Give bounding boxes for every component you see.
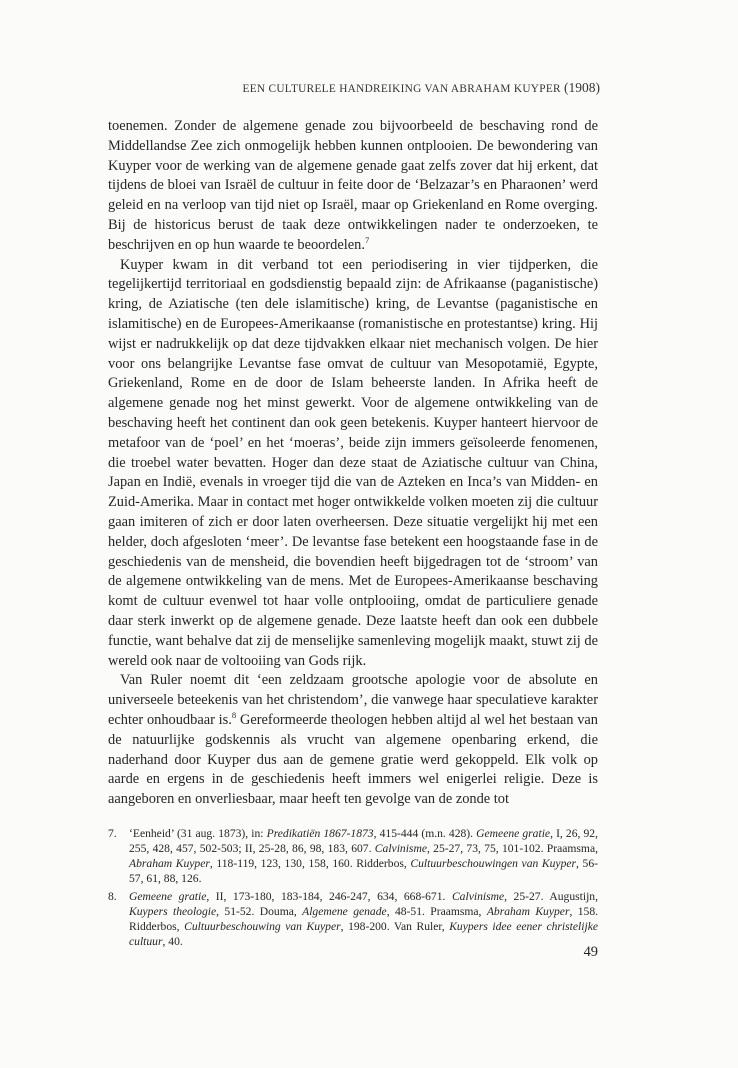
fn8-text-2: , 25-27. Augustijn, [504,890,599,903]
footnotes [108,826,598,952]
fn7-text-3: , I, 26, 92, 255, 428, 457, 502-503; II, 25-28, 86, 98, 183, 607. [129,827,599,855]
footnote-number: 7. [108,827,117,840]
fn8-title-1: Gemeene gratie [129,890,207,903]
fn8-text-1: , II, 173-180, 183-184, 246-247, 634, 668-671. [206,890,452,903]
running-header-year: (1908) [564,80,600,95]
footnote-text [129,889,598,949]
fn8-text-4: , 48-51. Praamsma, [386,905,487,918]
footnote-8 [108,889,598,949]
fn7-title-3: Calvinisme [374,842,427,855]
fn7-text-5: , 118-119, 123, 130, 158, 160. Ridderbos, [209,857,411,870]
fn8-title-4: Algemene genade [302,905,387,918]
fn7-title-5: Cultuurbeschouwingen van Kuyper [410,857,577,870]
paragraph-3-text-b: Gereformeerde theologen hebben altijd al wel het bestaan van de natuurlijke godskennis als vrucht van algemene openbaring erkend, die naderhand door Kuyper dus aan de gemene gratie werd gekoppeld. Elk volk op aarde en ergens in de geschiedenis heeft immers wel enigerlei religie. Deze is aangeboren en onverliesbaar, maar heeft ten gevolge van de zonde tot [108,711,598,808]
fn7-text-2: , 415-444 (m.n. 428). [373,827,477,840]
paragraph-3-text-a: Van Ruler noemt dit ‘een zeldzaam grootsche apologie voor de absolute en universeele beteekenis van het christendom’, die vanwege haar speculatieve karakter echter onhoudbaar is. [108,672,598,728]
fn8-text-5: , 158. Ridderbos, [129,905,599,933]
fn8-text-7: , 40. [162,935,183,948]
fn7-text-1: ‘Eenheid’ (31 aug. 1873), in: [129,827,267,840]
fn7-title-2: Gemeene gratie [476,827,551,840]
fn8-text-3: , 51-52. Douma, [216,905,303,918]
running-header [108,80,600,96]
fn8-title-3: Kuypers theologie [129,905,217,918]
fn8-title-2: Calvinisme [451,890,505,903]
footnote-ref-8: 8 [231,710,237,721]
paragraph-2: Kuyper kwam in dit verband tot een periodisering in vier tijdperken, die tegelijkertijd territoriaal en godsdienstig bepaald zijn: de Afrikaanse (paganistische) kring, de Aziatische (ten dele islamitische) kring, de Levantse (paganistische en islamitische) en de Europees-Amerikaanse (romanistische en protestantse) kring. Hij wijst er nadrukkelijk op dat deze tijdvakken elkaar niet mechanisch volgen. De hier voor ons belangrijke Levantse fase omvat de cultuur van Mesopotamië, Egypte, Griekenland, Rome en de door de Islam beheerste landen. In Afrika heeft de algemene genade nog het minst gewerkt. Voor de algemene ontwikkeling van de beschaving heeft het continent dan ook geen betekenis. Kuyper hanteert hiervoor de metafoor van de ‘poel’ en het ‘moeras’, beide zijn immers geïsoleerde fenomenen, die troebel water bevatten. Hoger dan deze staat de Aziatische cultuur van China, Japan en Indië, evenals in vroeger tijd die van de Azteken en Inca’s van Midden- en Zuid-Amerika. Maar in contact met hoger ontwikkelde volken moeten zij die cultuur gaan imiteren of zich er door laten overheersen. Deze situatie vergelijkt hij met een helder, doch afgesloten ‘meer’. De levantse fase betekent een hoogstaande fase in de geschiedenis van de mensheid, die bovendien heeft bijgedragen tot de ‘stroom’ van de algemene ontwikkeling van de mens. Met de Europees-Amerikaanse beschaving komt de cultuur evenwel tot haar volle ontplooiing, omdat de particuliere genade daar sterk inwerkt op de algemene genade. Deze laatste heeft dan ook een dubbele functie, want behalve dat zij de menselijke samenleving mogelijk maakt, stuwt zij de wereld ook naar de voltooiing van Gods rijk. [108,256,598,669]
footnote-7 [108,826,598,886]
paragraph-1-text: toenemen. Zonder de algemene genade zou bijvoorbeeld de beschaving rond de Middellandse Zee zich onmogelijk hebben kunnen ontplooien. De bewondering van Kuyper voor de werking van de algemene genade gaat zelfs zover dat hij erkent, dat tijdens de bloei van Israël de cultuur in feite door de ‘Belzazar’s en Pharaonen’ werd geleid en na verloop van tijd niet op Israël, maar op Griekenland en Rome overging. Bij de historicus berust de taak deze ontwikkelingen nader te onderzoeken, te beschrijven en op hun waarde te beoordelen. [108,118,598,253]
fn8-title-7: Kuypers idee eener christelijke cultuur [129,920,598,948]
footnote-number: 8. [108,890,117,903]
footnote-text [129,826,598,886]
body-text [108,117,598,810]
fn7-title-4: Abraham Kuyper [129,857,210,870]
fn8-text-6: , 198-200. Van Ruler, [340,920,450,933]
fn7-text-6: , 56-57, 61, 88, 126. [129,857,598,885]
fn8-title-6: Cultuurbeschouwing van Kuyper [184,920,341,933]
paragraph-3 [108,671,598,810]
fn8-title-5: Abraham Kuyper [486,905,570,918]
fn7-title-1: Predikatiën 1867-1873 [266,827,374,840]
page-number: 49 [583,944,598,960]
footnote-ref-7: 7 [364,234,370,245]
running-title: EEN CULTURELE HANDREIKING VAN ABRAHAM KUYPER [242,83,561,95]
paragraph-1 [108,117,598,256]
fn7-text-4: , 25-27, 73, 75, 101-102. Praamsma, [426,842,598,855]
